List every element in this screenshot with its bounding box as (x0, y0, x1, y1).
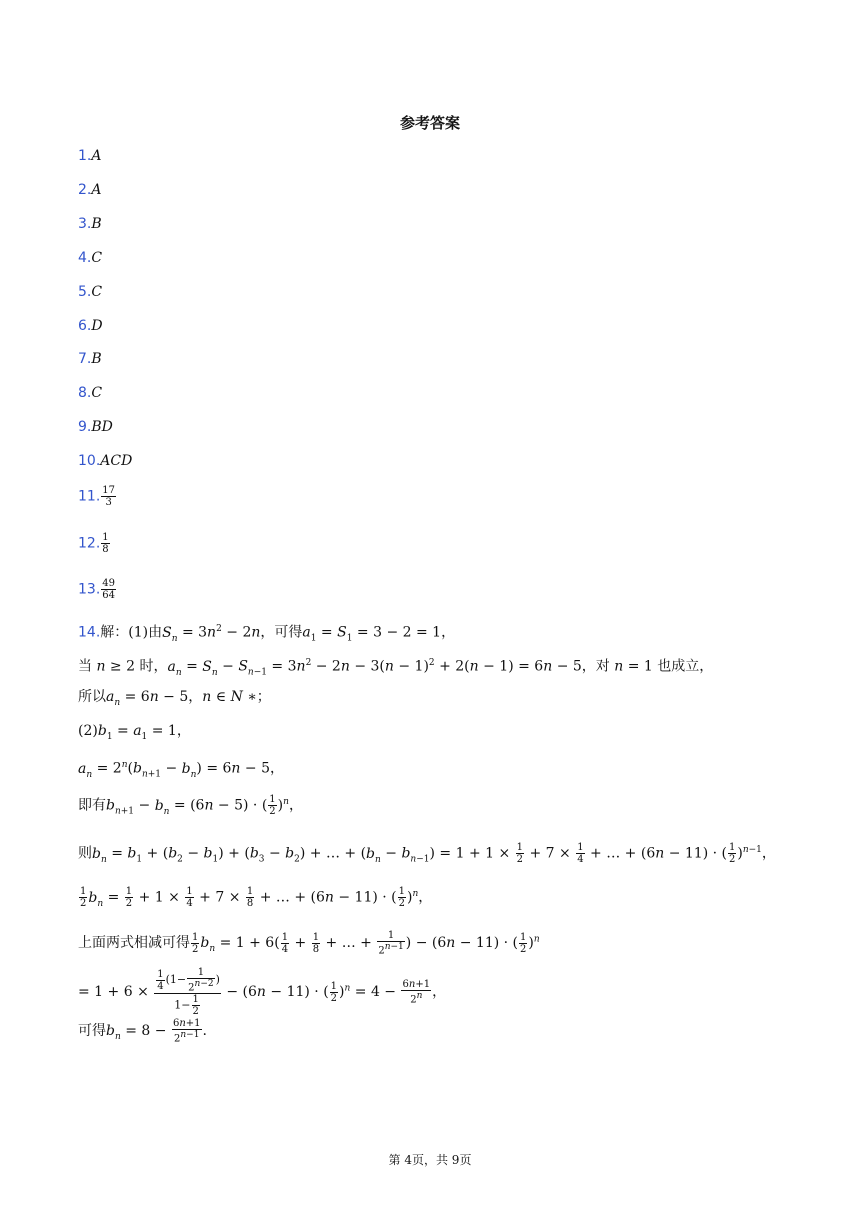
q14-line-2: 当 n ≥ 2 时，$a_n = S_n - S_{n-1} = 3n^2 - 2n - 3(n - 1)^2 + 2(n - 1) = 6n - 5$，对 n = 1 也成立， (78, 658, 714, 678)
answer-13: 13. $\frac{49}{64}$ (78, 578, 115, 601)
q14-line-5: $a_n = 2^n(b_{n+1} - b_n) = 6n - 5$， (78, 760, 284, 780)
q14-line-1: 14.解：(1)由$S_n = 3n^2 - 2n$，可得$a_1 = S_1 = 3 - 2 = 1$， (78, 624, 456, 644)
q14-line-8: $\frac{1}{2}$ $b_n$ = $\frac{1}{2}$ + 1 × $\frac{1}{4}$ + 7 × $\frac{1}{8}$ + … + (6n − 11) · ( $\frac{1}{2}$ )$^n$， (80, 886, 433, 910)
answer-8: 8.C (78, 385, 103, 401)
q14-line-3: 所以$a_n = 6n - 5$，n ∈ N ∗； (78, 689, 271, 708)
q14-line-9: 上面两式相减可得 $\frac{1}{2}$ $b_n = 1 + 6$( $\frac{1}{4}$ + $\frac{1}{8}$ + … + $\frac{1}{2^{n-1}}$ ) − (6n − 11) · ( $\frac{1}{2}$ )$^n$ (78, 930, 540, 957)
answer-2: 2.A (78, 182, 102, 198)
q14-line-11: 可得$b_n = 8$ − $\frac{6n+1}{2^{n-1}}$ . (78, 1018, 207, 1045)
answer-7: 7.B (78, 351, 102, 367)
answer-11: 11. $\frac{17}{3}$ (78, 485, 115, 508)
answer-9: 9.BD (78, 419, 113, 435)
q14-line-7: 则$b_n = b_1 + (b_2 - b_1) + (b_3 - b_2)$ + … + $(b_n - b_{n-1}) = 1 + 1$ × $\frac{1}{2}$ + 7 × $\frac{1}{4}$ + … + (6n − 11) · ( $\frac{1}{2}$ )$^{n-1}$， (78, 842, 776, 866)
page-footer: 第 4页，共 9页 (388, 1153, 472, 1167)
q14-line-6: 即有$b_{n+1} - b_n = (6n - 5)$ · ( $\frac{1}{2}$ )$^n$， (78, 794, 303, 818)
page-title: 参考答案 (399, 114, 460, 132)
answer-10: 10.ACD (78, 453, 133, 469)
answer-3: 3.B (78, 216, 102, 232)
q14-line-4: $(2)b_1 = a_1 = 1$， (78, 723, 191, 742)
answer-12: 12. $\frac{1}{8}$ (78, 532, 109, 555)
answer-1: 1.A (78, 148, 102, 164)
answer-6: 6.D (78, 318, 103, 334)
answer-5: 5.C (78, 284, 103, 300)
answer-4: 4.C (78, 250, 103, 266)
q14-line-10: = 1 + 6 × $\frac{1}{4}$ (1− $\frac{1}{2^{n-2}}$ ) 1− $\frac{1}{2}$ − (6n − 11) · ( $\frac{1}{2}$ )$^n$ = 4 − $\frac{6n+1}{2^n}$ ， (78, 967, 447, 1018)
